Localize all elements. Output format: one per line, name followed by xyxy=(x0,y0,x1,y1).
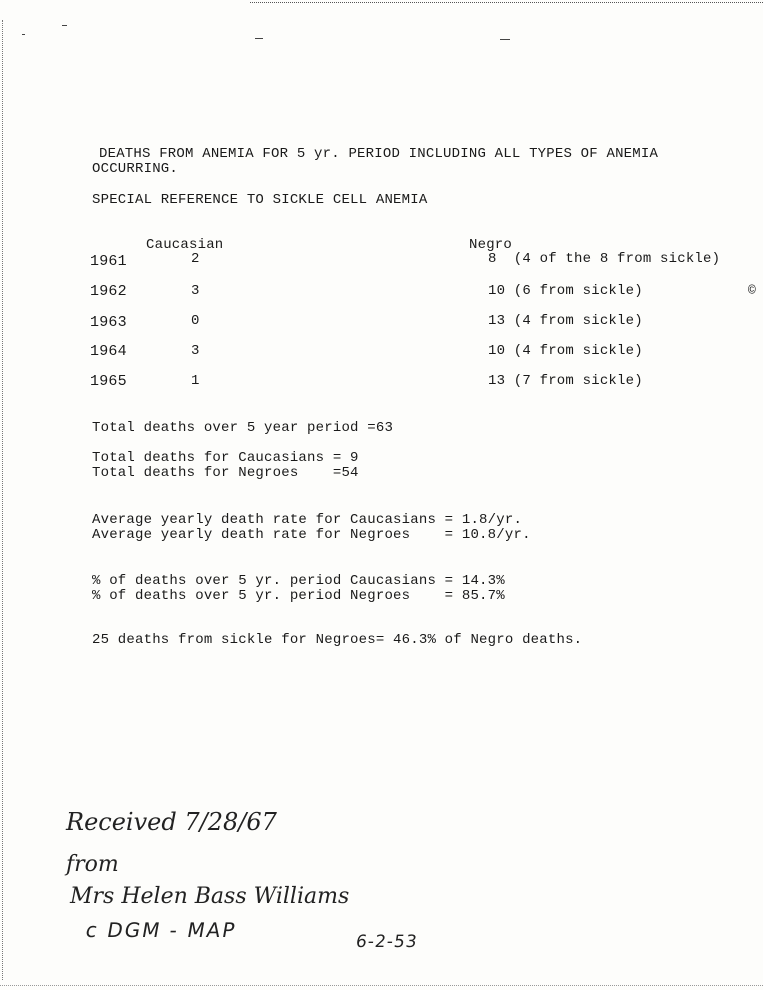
row-caucasian-count: 3 xyxy=(191,283,200,299)
scan-speck xyxy=(62,25,67,26)
document-title-line2: OCCURRING. xyxy=(92,161,179,177)
handwritten-name: Mrs Helen Bass Williams xyxy=(70,884,350,909)
row-negro-count: 10 (6 from sickle) xyxy=(488,283,643,299)
sickle-summary: 25 deaths from sickle for Negroes= 46.3% of Negro deaths. xyxy=(92,632,583,648)
scan-edge-top xyxy=(250,2,763,3)
scan-speck xyxy=(255,38,263,39)
row-caucasian-count: 1 xyxy=(191,373,200,389)
row-year: 1963 xyxy=(90,314,127,331)
average-rate-caucasians: Average yearly death rate for Caucasians = 1.8/yr. xyxy=(92,512,523,528)
row-caucasian-count: 0 xyxy=(191,313,200,329)
row-caucasian-count: 3 xyxy=(191,343,200,359)
row-year: 1964 xyxy=(90,343,127,360)
percent-caucasians: % of deaths over 5 yr. period Caucasians = 14.3% xyxy=(92,573,505,589)
row-negro-count: 8 (4 of the 8 from sickle) xyxy=(488,251,721,267)
document-subtitle: SPECIAL REFERENCE TO SICKLE CELL ANEMIA xyxy=(92,192,428,208)
percent-negroes: % of deaths over 5 yr. period Negroes = 85.7% xyxy=(92,588,505,604)
total-deaths-overall: Total deaths over 5 year period =63 xyxy=(92,420,394,436)
handwritten-code: 6-2-53 xyxy=(354,932,419,952)
handwritten-from: from xyxy=(66,852,119,877)
average-rate-negroes: Average yearly death rate for Negroes = 10.8/yr. xyxy=(92,527,531,543)
row-caucasian-count: 2 xyxy=(191,251,200,267)
scan-speck xyxy=(22,34,25,35)
handwritten-department: c DGM - MAP xyxy=(83,918,239,942)
handwritten-received-note: Received 7/28/67 xyxy=(66,808,277,836)
total-deaths-caucasians: Total deaths for Caucasians = 9 xyxy=(92,450,359,466)
column-header-caucasian: Caucasian xyxy=(146,237,224,253)
scan-speck xyxy=(500,39,510,40)
row-negro-count: 10 (4 from sickle) xyxy=(488,343,643,359)
scan-edge-bottom xyxy=(0,985,763,986)
column-header-negro: Negro xyxy=(469,237,513,253)
row-negro-count: 13 (7 from sickle) xyxy=(488,373,643,389)
scan-edge-left xyxy=(2,20,3,980)
row-year: 1961 xyxy=(90,253,127,270)
margin-mark: © xyxy=(748,283,757,298)
total-deaths-negroes: Total deaths for Negroes =54 xyxy=(92,465,359,481)
row-year: 1965 xyxy=(90,373,127,390)
row-year: 1962 xyxy=(90,283,127,300)
row-negro-count: 13 (4 from sickle) xyxy=(488,313,643,329)
document-title-line1: DEATHS FROM ANEMIA FOR 5 yr. PERIOD INCLUDING ALL TYPES OF ANEMIA xyxy=(99,146,659,162)
